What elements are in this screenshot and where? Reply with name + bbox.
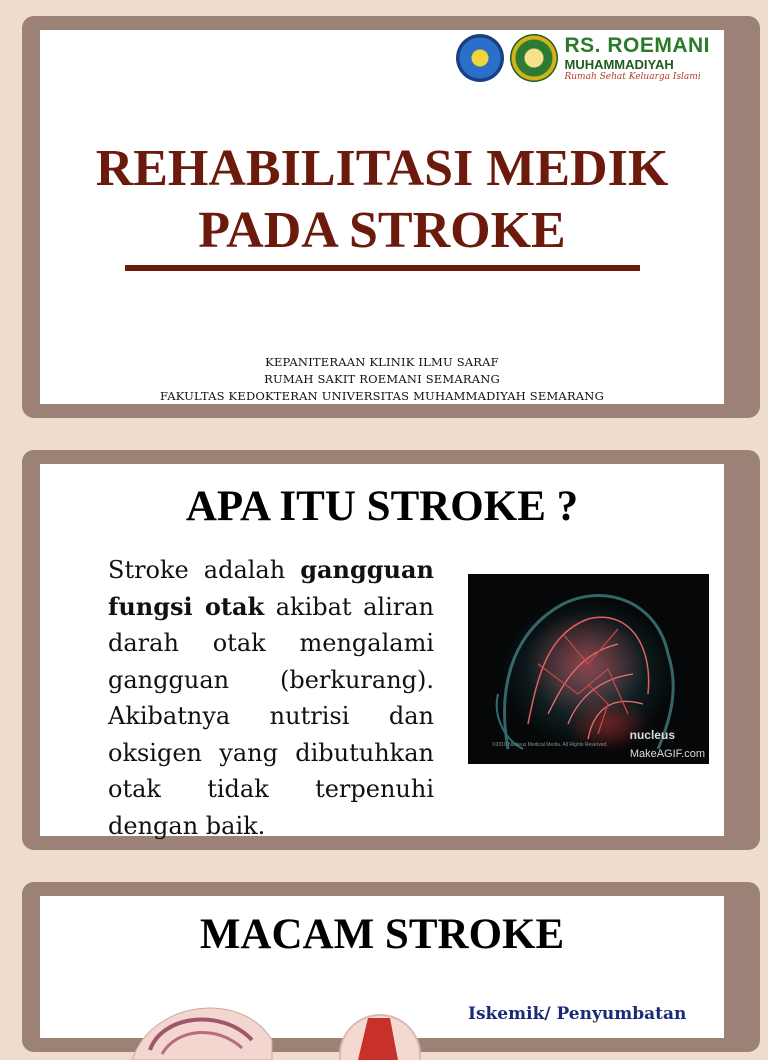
types-card: [40, 896, 724, 1038]
ischemic-stroke-illustration: [132, 980, 432, 1060]
title-slide-card: [40, 30, 724, 404]
image-watermark-brand: nucleus: [629, 728, 675, 742]
stroke-definition: [108, 552, 434, 844]
institution-line: RUMAH SAKIT ROEMANI SEMARANG: [264, 372, 500, 386]
definition-emphasis: gangguan fungsi otak: [108, 555, 434, 621]
definition-lead: Stroke adalah: [108, 556, 301, 584]
muhammadiyah-seal-icon: [510, 34, 558, 82]
brain-blood-vessel-image: [468, 574, 709, 764]
title-slide: [22, 16, 760, 418]
stroke-type-ischemic: Iskemik/ Penyumbatan: [468, 1004, 687, 1024]
definition-card: [40, 464, 724, 840]
slide-heading: MACAM STROKE: [199, 911, 565, 958]
hospital-logo: [456, 34, 710, 82]
title-line-1: REHABILITASI MEDIK: [95, 140, 669, 197]
title-line-2: PADA STROKE: [198, 202, 566, 259]
presentation-title: [40, 138, 724, 262]
hospital-name: RS. ROEMANI: [564, 33, 710, 57]
image-copyright: ©2010 Nucleus Medical Media. All Rights Reserved.: [492, 742, 608, 748]
image-watermark-site: MakeAGIF.com: [629, 748, 705, 760]
institution-line: KEPANITERAAN KLINIK ILMU SARAF: [265, 355, 499, 369]
types-slide: [22, 882, 760, 1052]
slide-heading: APA ITU STROKE ?: [185, 483, 579, 530]
emblem-seal-icon: [456, 34, 504, 82]
hospital-brand: [564, 35, 710, 82]
hospital-org: MUHAMMADIYAH: [564, 56, 674, 72]
definition-slide: [22, 450, 760, 850]
definition-rest: akibat aliran darah otak mengalami gangguan (berkurang). Akibatnya nutrisi dan oksigen yang dibutuhkan otak tidak terpenuhi dengan baik.: [108, 592, 435, 840]
institution-line: FAKULTAS KEDOKTERAN UNIVERSITAS MUHAMMADIYAH SEMARANG: [160, 389, 604, 403]
institution-lines: [40, 354, 724, 405]
hospital-tagline: Rumah Sehat Keluarga Islami: [564, 71, 701, 82]
title-underline: [125, 265, 640, 271]
